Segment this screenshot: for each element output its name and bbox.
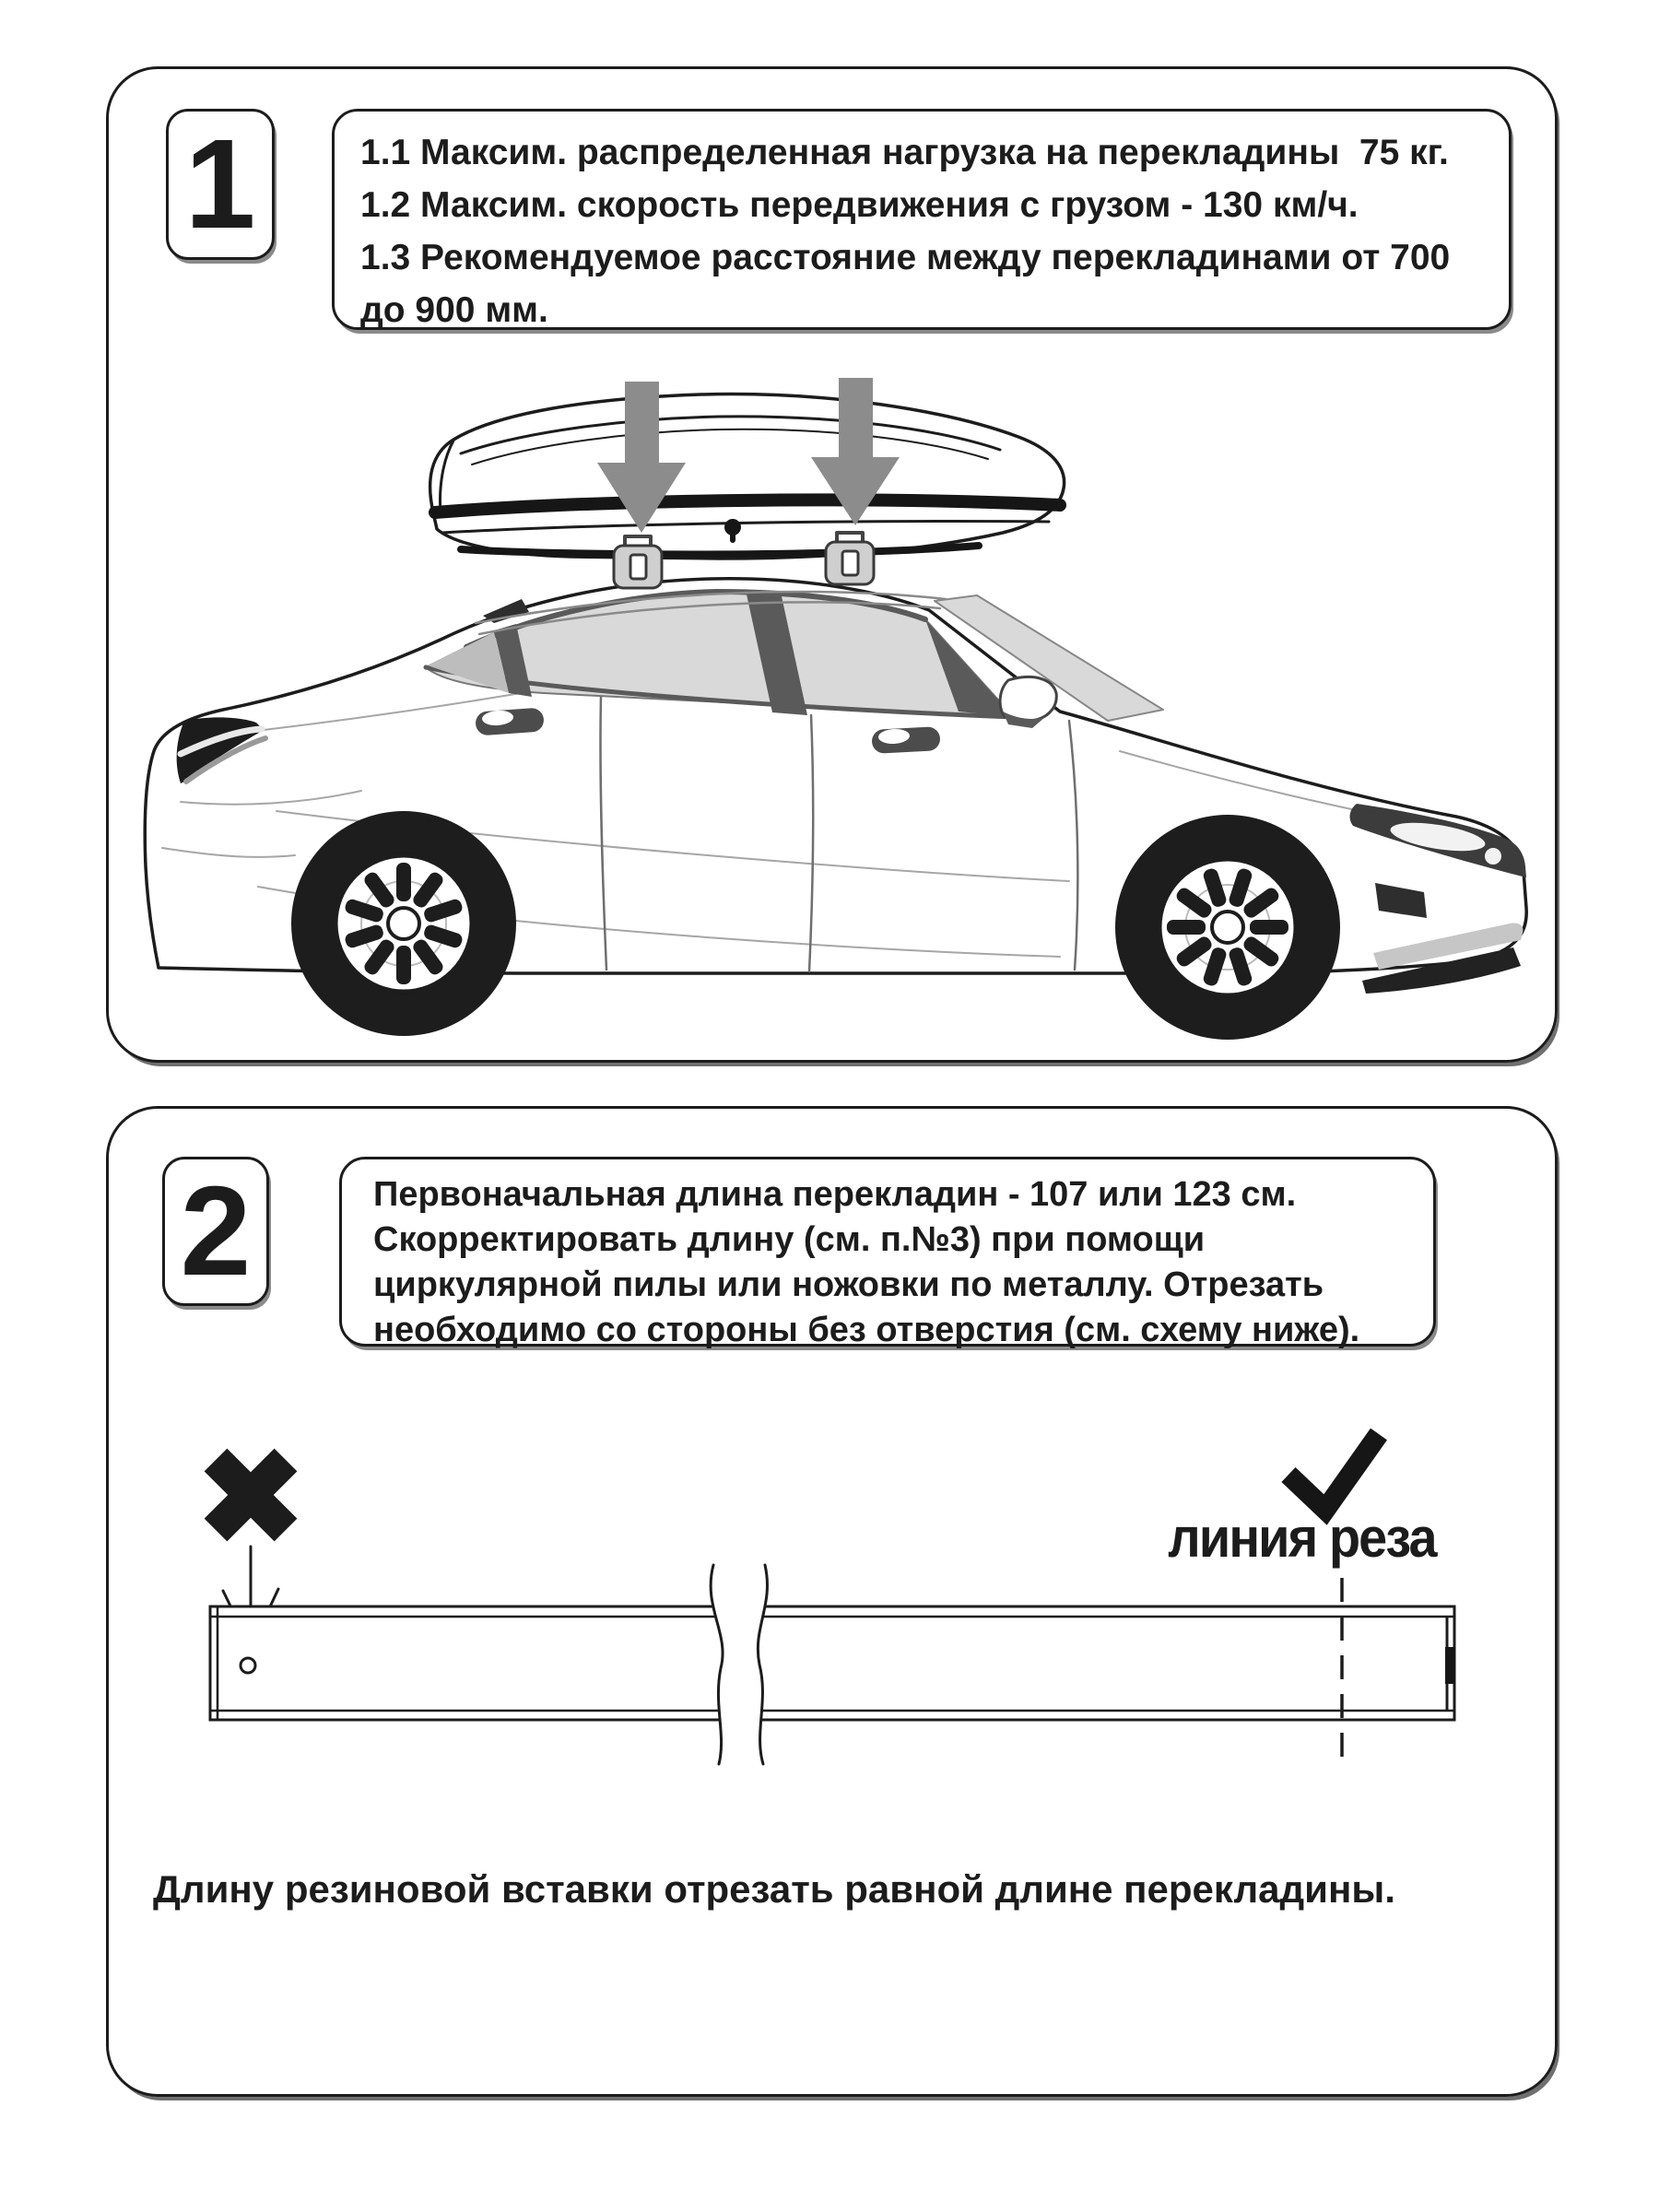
instruction-1-3: 1.3 Рекомендуемое расстояние между перекладинами от 700	[360, 238, 1451, 277]
step-number-1	[166, 109, 275, 260]
step-number-1-label: 1	[184, 113, 256, 255]
instruction-2-1: Первоначальная длина перекладин - 107 или 123 см.	[373, 1175, 1297, 1214]
instruction-1-1: 1.1 Максим. распределенная нагрузка на перекладины 75 кг.	[360, 133, 1449, 172]
step-number-2-label: 2	[180, 1160, 252, 1302]
instruction-2-3: циркулярной пилы или ножовки по металлу. Отрезать	[373, 1265, 1324, 1304]
cut-line-label: линия реза	[1168, 1507, 1436, 1569]
instruction-2-2: Скорректировать длину (см. п.№3) при помощи	[373, 1220, 1206, 1259]
rubber-insert-note: Длину резиновой вставки отрезать равной длине перекладины.	[153, 1867, 1395, 1911]
step-number-2	[162, 1157, 269, 1306]
instruction-1-3-cont: до 900 мм.	[360, 290, 548, 330]
instructions-box-2	[339, 1157, 1436, 1347]
instruction-1-2: 1.2 Максим. скорость передвижения с грузом - 130 км/ч.	[360, 185, 1359, 225]
instructions-box-1	[332, 109, 1512, 330]
instruction-2-4: необходимо со стороны без отверстия (см. схему ниже).	[373, 1311, 1360, 1349]
